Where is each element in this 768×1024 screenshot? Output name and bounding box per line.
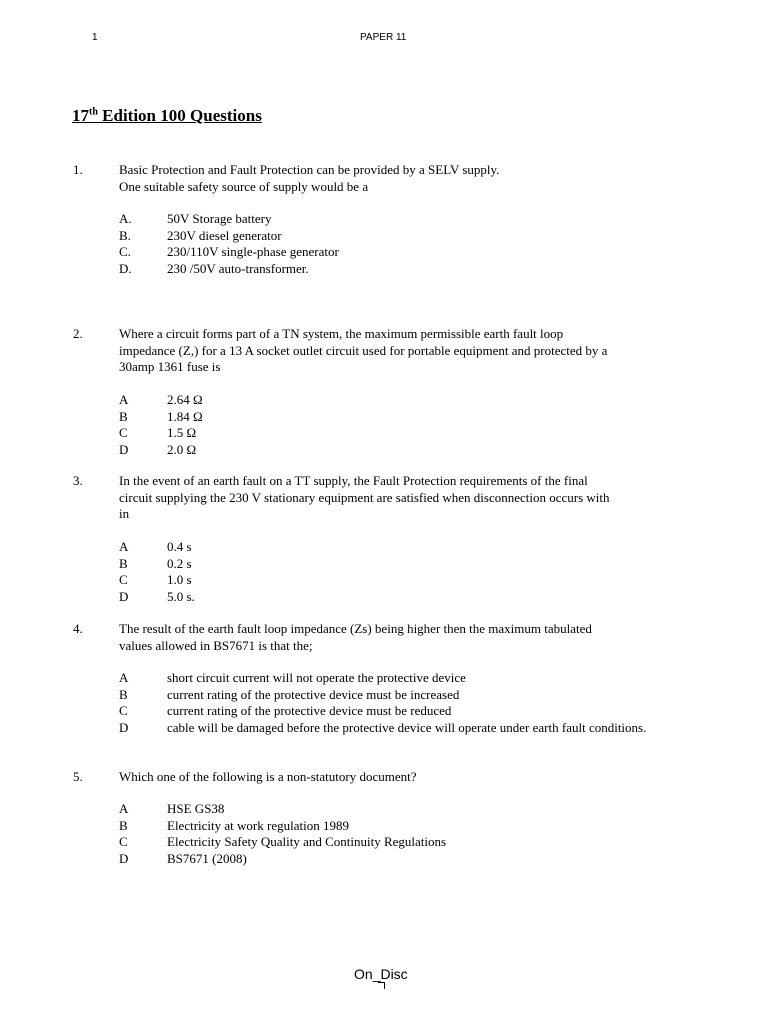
question-text: The result of the earth fault loop impedance (Zs) being higher then the maximum tabulated values allowed in BS7671 is that the; bbox=[119, 621, 592, 653]
question-text: Which one of the following is a non-statutory document? bbox=[119, 769, 417, 784]
answer-option[interactable]: C Electricity Safety Quality and Continuity Regulations bbox=[119, 834, 447, 849]
answer-options bbox=[0, 539, 768, 605]
question-text: Where a circuit forms part of a TN system, the maximum permissible earth fault loop impedance (Z,) for a 13 A socket outlet circuit used for portable equipment and protected by a 30amp 1361 fuse is bbox=[119, 326, 608, 374]
answer-options bbox=[0, 211, 768, 277]
page-footer: On_Disc bbox=[354, 966, 408, 982]
answer-option[interactable]: B 1.84 Ω bbox=[119, 408, 203, 424]
answer-option[interactable]: C. 230/110V single-phase generator bbox=[119, 244, 339, 259]
question-number: 4. bbox=[73, 621, 83, 636]
question-number: 1. bbox=[73, 162, 83, 177]
question-text: In the event of an earth fault on a TT supply, the Fault Protection requirements of the final circuit supplying the 230 V stationary equipment are satisfied when disconnection occurs with in bbox=[119, 473, 610, 521]
answer-option[interactable]: B 0.2 s bbox=[119, 555, 192, 571]
answer-options bbox=[0, 392, 768, 458]
answer-option[interactable]: A. 50V Storage battery bbox=[119, 211, 272, 226]
document-title: 17th Edition 100 Questions bbox=[72, 106, 262, 125]
answer-option[interactable]: C current rating of the protective device must be reduced bbox=[119, 703, 452, 718]
page-number: 1 bbox=[92, 32, 98, 43]
answer-option[interactable]: A short circuit current will not operate the protective device bbox=[119, 670, 466, 685]
question-text: Basic Protection and Fault Protection can be provided by a SELV supply. One suitable safety source of supply would be a bbox=[119, 162, 500, 194]
answer-option[interactable]: D 5.0 s. bbox=[119, 588, 195, 604]
answer-option[interactable]: B. 230V diesel generator bbox=[119, 227, 282, 243]
answer-option[interactable]: C 1.5 Ω bbox=[119, 425, 197, 440]
question-number: 2. bbox=[73, 326, 83, 341]
paper-label: PAPER 11 bbox=[360, 32, 407, 43]
answer-option[interactable]: D 2.0 Ω bbox=[119, 441, 197, 457]
answer-option[interactable]: D. 230 /50V auto-transformer. bbox=[119, 260, 309, 276]
page-header bbox=[0, 32, 768, 46]
question-number: 3. bbox=[73, 473, 83, 488]
answer-option[interactable]: B Electricity at work regulation 1989 bbox=[119, 817, 349, 833]
answer-option[interactable]: A HSE GS38 bbox=[119, 801, 225, 816]
answer-option[interactable]: D BS7671 (2008) bbox=[119, 850, 247, 866]
answer-option[interactable]: A 2.64 Ω bbox=[119, 392, 203, 407]
answer-option[interactable]: B current rating of the protective device must be increased bbox=[119, 686, 460, 702]
answer-option[interactable]: A 0.4 s bbox=[119, 539, 192, 554]
corner-mark-icon bbox=[378, 982, 385, 989]
answer-option[interactable]: C 1.0 s bbox=[119, 572, 192, 587]
question-number: 5. bbox=[73, 769, 83, 784]
answer-option[interactable]: D cable will be damaged before the protective device will operate under earth fault conditions. bbox=[119, 719, 647, 735]
answer-options bbox=[0, 801, 768, 867]
answer-options bbox=[0, 670, 768, 753]
